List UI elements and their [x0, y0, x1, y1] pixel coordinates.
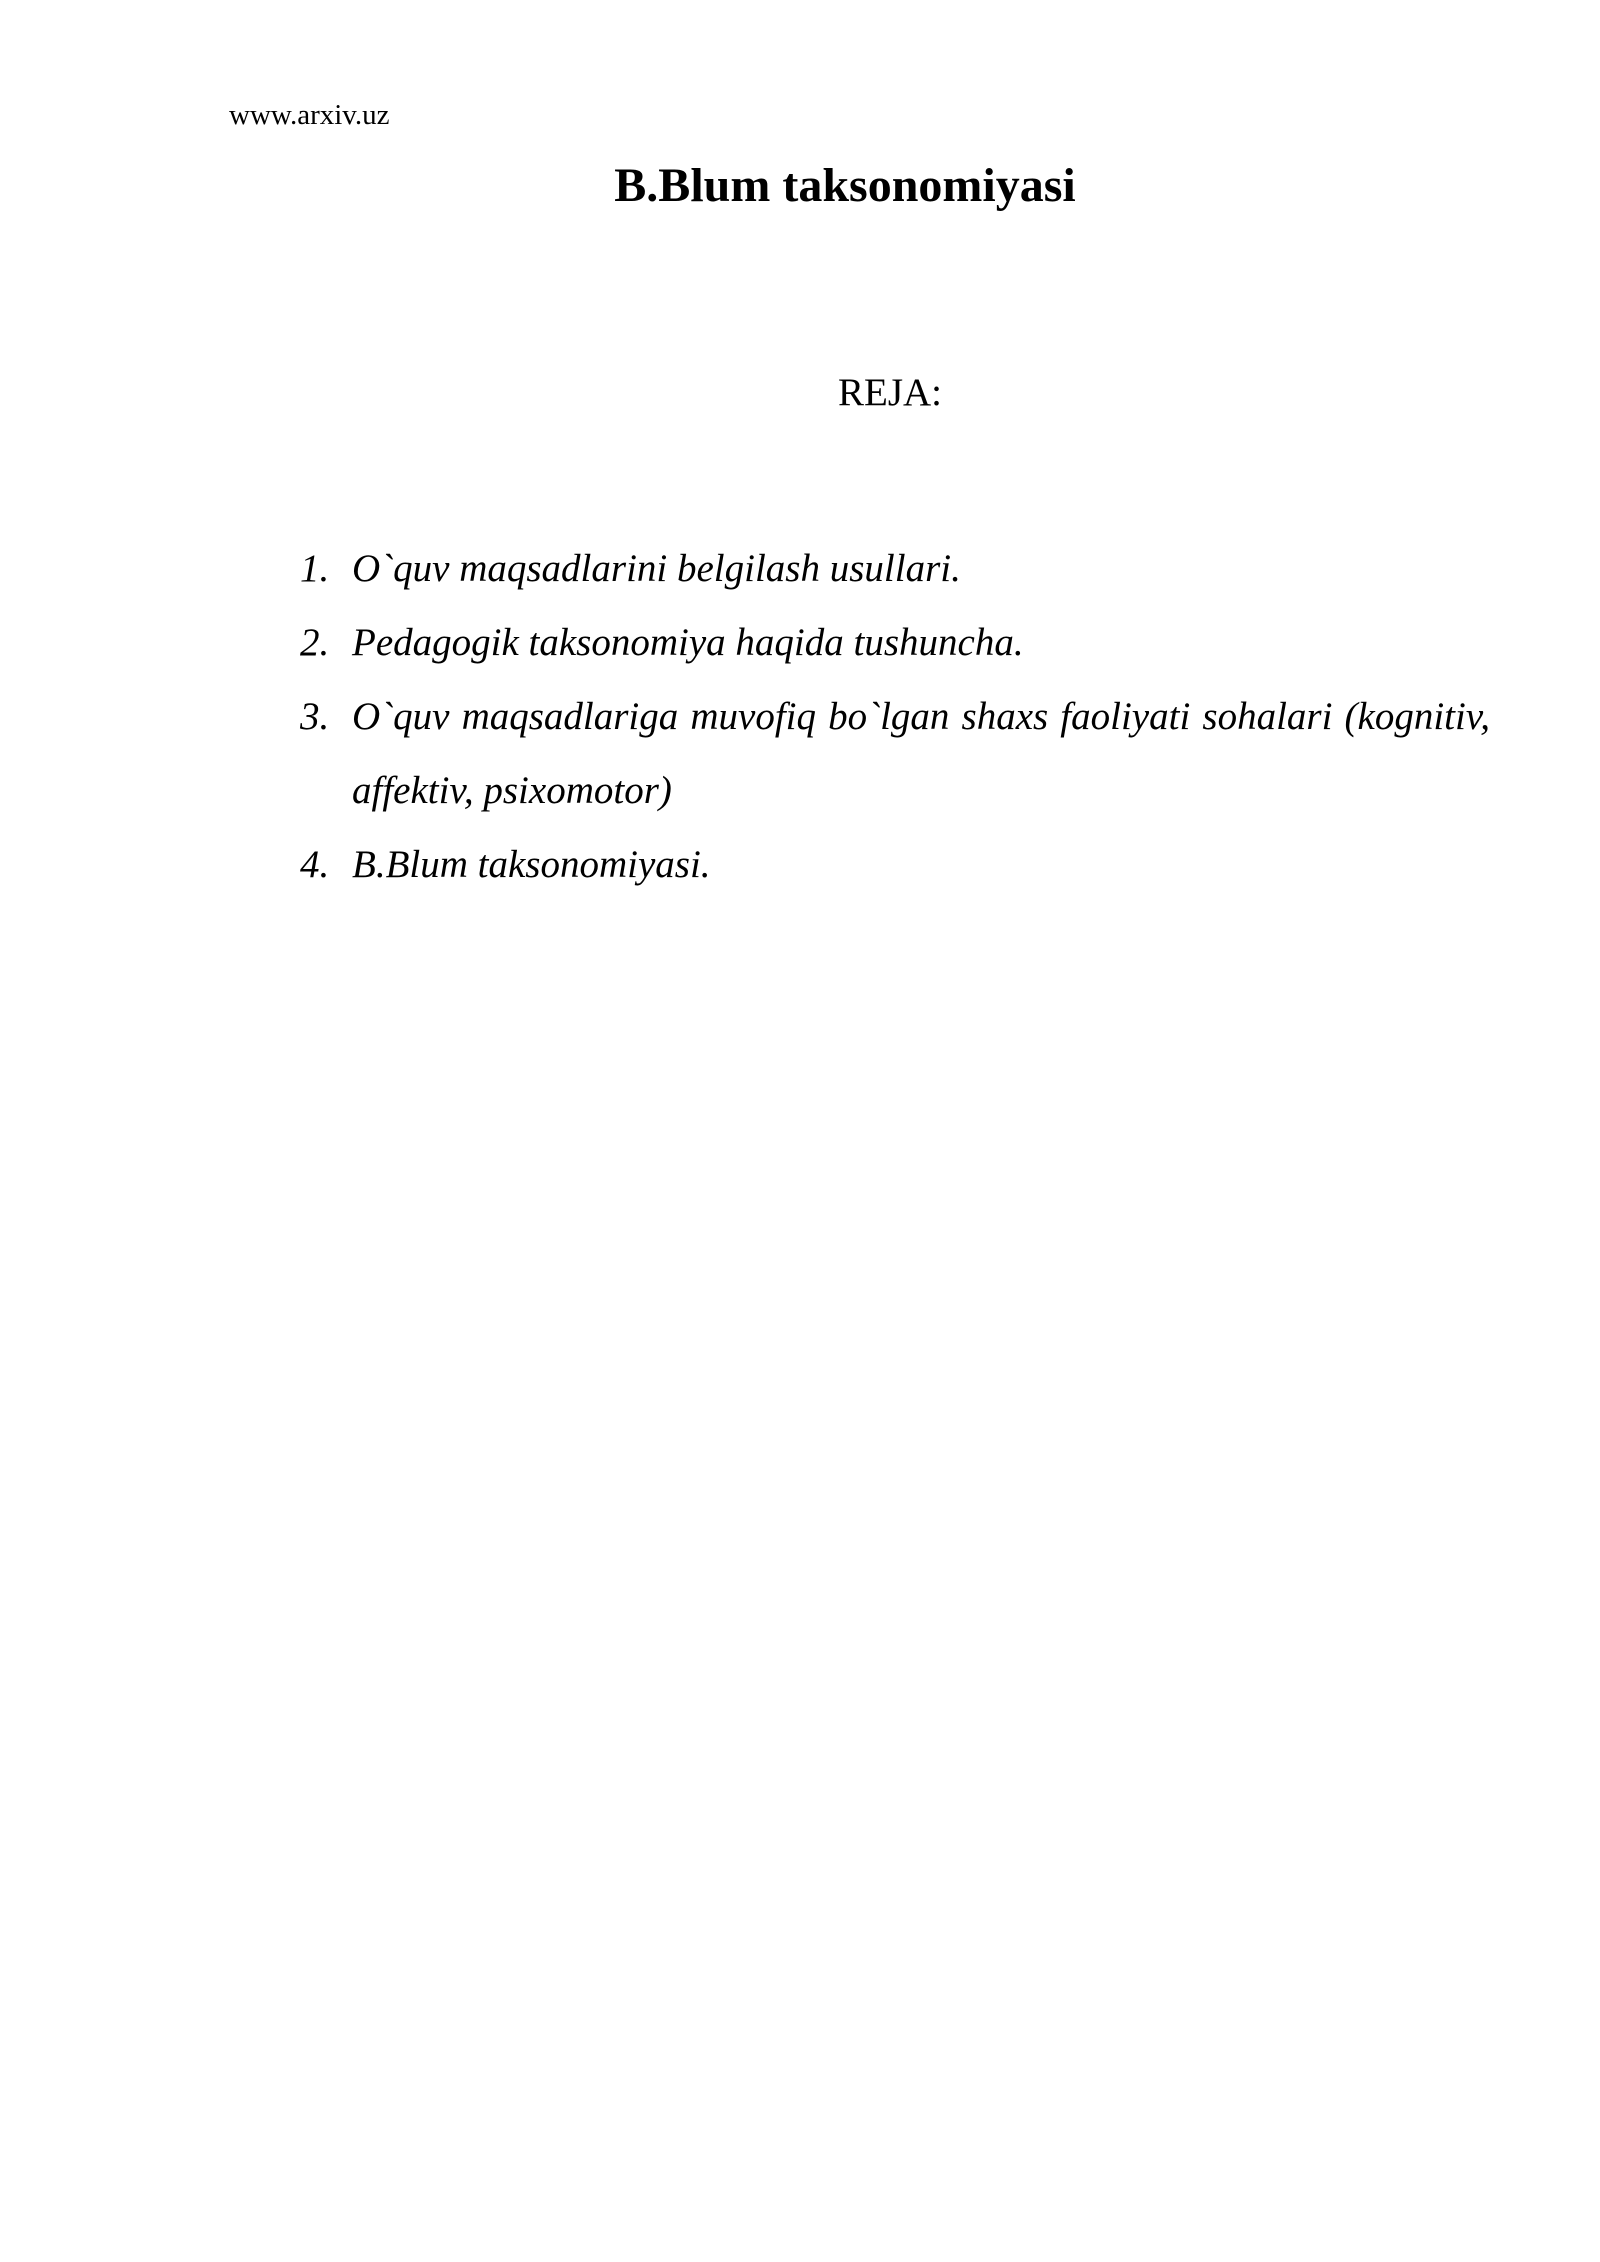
plan-item-number: 1. [300, 547, 330, 590]
plan-item-text: O`quv maqsadlariga muvofiq bo`lgan shaxs faoliyati sohalari (kognitiv, affektiv, psixomotor) [352, 695, 1490, 812]
plan-item-text: B.Blum taksonomiyasi. [352, 843, 711, 886]
site-url: www.arxiv.uz [229, 99, 390, 131]
plan-item-3 [300, 680, 1490, 828]
plan-heading: REJA: [837, 371, 942, 414]
plan-item-1 [300, 532, 1490, 606]
document-title: B.Blum taksonomiyasi [614, 159, 1076, 212]
plan-item-number: 3. [300, 695, 330, 738]
plan-item-number: 4. [300, 843, 330, 886]
plan-item-2 [300, 606, 1490, 680]
plan-item-4 [300, 828, 1490, 902]
plan-item-text: Pedagogik taksonomiya haqida tushuncha. [352, 621, 1024, 664]
plan-item-text: O`quv maqsadlarini belgilash usullari. [352, 547, 961, 590]
plan-item-number: 2. [300, 621, 330, 664]
plan-list [300, 532, 1490, 902]
